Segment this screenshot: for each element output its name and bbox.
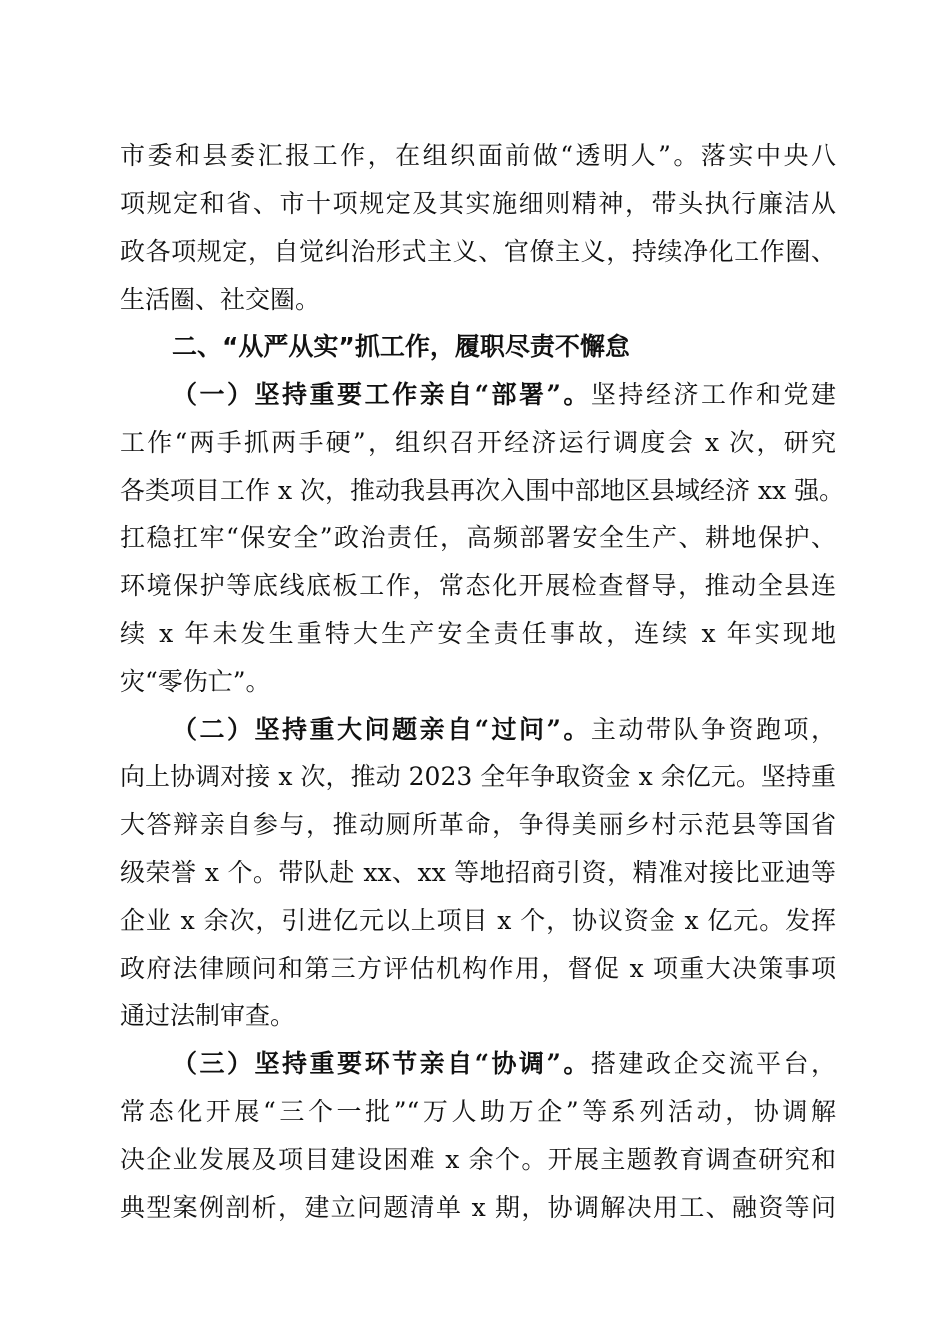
paragraph-text: 主动带队争资跑项，: [590, 715, 836, 744]
body-line: 政府法律顾问和第三方评估机构作用，督促 x 项重大决策事项: [120, 954, 836, 983]
body-line: 常态化开展“三个一批”“万人助万企”等系列活动，协调解: [120, 1097, 836, 1126]
body-line: 生活圈、社交圈。: [120, 285, 321, 314]
body-line: 向上协调对接 x 次，推动 2023 全年争取资金 x 余亿元。坚持重: [120, 762, 836, 791]
body-line: 企业 x 余次，引进亿元以上项目 x 个，协议资金 x 亿元。发挥: [120, 906, 836, 935]
paragraph-first-line: [172, 1044, 836, 1084]
body-line: 通过法制审查。: [120, 1001, 296, 1030]
body-line: 市委和县委汇报工作，在组织面前做“透明人”。落实中央八: [120, 141, 836, 170]
body-line: 决企业发展及项目建设困难 x 余个。开展主题教育调查研究和: [120, 1145, 836, 1174]
body-line: 工作“两手抓两手硬”，组织召开经济运行调度会 x 次，研究: [120, 428, 836, 457]
paragraph-subtitle: （一）坚持重要工作亲自“部署”。: [172, 380, 591, 409]
body-line: 扛稳扛牢“保安全”政治责任，高频部署安全生产、耕地保护、: [120, 523, 836, 552]
paragraph-subtitle: （二）坚持重大问题亲自“过问”。: [172, 715, 591, 744]
body-line: 大答辩亲自参与，推动厕所革命，争得美丽乡村示范县等国省: [120, 810, 836, 839]
body-line: 项规定和省、市十项规定及其实施细则精神，带头执行廉洁从: [120, 189, 836, 218]
paragraph-first-line: [172, 710, 836, 750]
body-line: 典型案例剖析，建立问题清单 x 期，协调解决用工、融资等问: [120, 1193, 836, 1222]
paragraph-text: 搭建政企交流平台，: [590, 1049, 836, 1078]
body-line: 灾“零伤亡”。: [120, 667, 271, 696]
body-line: 续 x 年未发生重特大生产安全责任事故，连续 x 年实现地: [120, 619, 836, 648]
paragraph-text: 坚持经济工作和党建: [590, 380, 836, 409]
section-heading: 二、“从严从实”抓工作，履职尽责不懈怠: [172, 332, 630, 361]
body-line: 级荣誉 x 个。带队赴 xx、xx 等地招商引资，精准对接比亚迪等: [120, 858, 836, 887]
paragraph-subtitle: （三）坚持重要环节亲自“协调”。: [172, 1049, 591, 1078]
body-line: 政各项规定，自觉纠治形式主义、官僚主义，持续净化工作圈、: [120, 237, 836, 266]
body-line: 环境保护等底线底板工作，常态化开展检查督导，推动全县连: [120, 571, 836, 600]
paragraph-first-line: [172, 375, 836, 415]
body-line: 各类项目工作 x 次，推动我县再次入围中部地区县域经济 xx 强。: [120, 476, 845, 505]
